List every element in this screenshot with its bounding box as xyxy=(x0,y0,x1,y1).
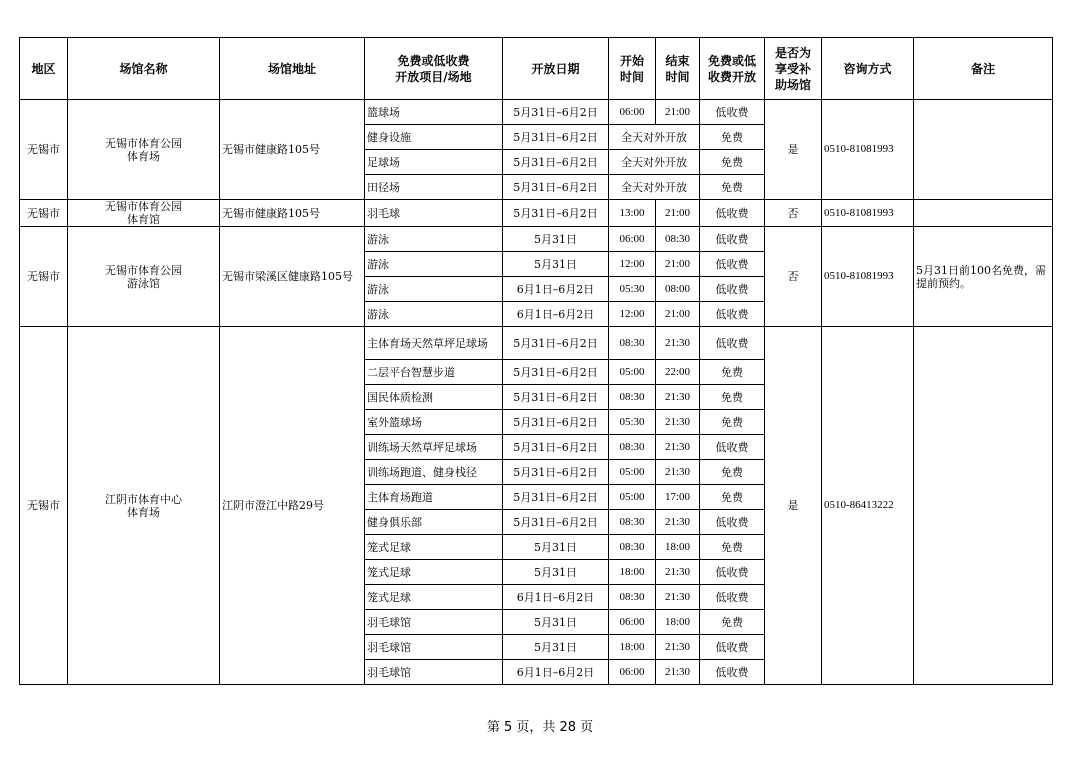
start-time-cell: 05:30 xyxy=(609,410,656,435)
item-cell: 国民体质检测 xyxy=(365,385,503,410)
item-cell: 健身俱乐部 xyxy=(365,510,503,535)
fee-cell: 免费 xyxy=(700,360,765,385)
start-time-cell: 06:00 xyxy=(609,100,656,125)
item-cell: 游泳 xyxy=(365,252,503,277)
fee-cell: 低收费 xyxy=(700,227,765,252)
start-time-cell: 18:00 xyxy=(609,560,656,585)
fee-cell: 低收费 xyxy=(700,327,765,360)
fee-cell: 免费 xyxy=(700,610,765,635)
fee-cell: 免费 xyxy=(700,175,765,200)
address-cell: 无锡市健康路105号 xyxy=(220,100,365,200)
contact-cell: 0510-86413222 xyxy=(822,327,914,685)
subsidy-cell: 否 xyxy=(765,227,822,327)
date-cell: 5月31日–6月2日 xyxy=(503,200,609,227)
table-row xyxy=(20,100,1053,125)
end-time-cell: 21:30 xyxy=(656,560,700,585)
end-time-cell: 21:00 xyxy=(656,200,700,227)
item-cell: 健身设施 xyxy=(365,125,503,150)
date-cell: 5月31日–6月2日 xyxy=(503,435,609,460)
fee-cell: 免费 xyxy=(700,460,765,485)
fee-cell: 低收费 xyxy=(700,560,765,585)
item-cell: 主体育场天然草坪足球场 xyxy=(365,327,503,360)
start-time-cell: 06:00 xyxy=(609,227,656,252)
end-time-cell: 21:30 xyxy=(656,510,700,535)
header-end: 结束 时间 xyxy=(656,38,700,100)
header-start: 开始 时间 xyxy=(609,38,656,100)
end-time-cell: 18:00 xyxy=(656,610,700,635)
item-cell: 二层平台智慧步道 xyxy=(365,360,503,385)
item-cell: 游泳 xyxy=(365,277,503,302)
contact-cell: 0510-81081993 xyxy=(822,200,914,227)
item-cell: 笼式足球 xyxy=(365,560,503,585)
header-contact: 咨询方式 xyxy=(822,38,914,100)
date-cell: 6月1日–6月2日 xyxy=(503,585,609,610)
header-address: 场馆地址 xyxy=(220,38,365,100)
header-row xyxy=(20,38,1053,100)
region-cell: 无锡市 xyxy=(20,200,68,227)
item-cell: 羽毛球馆 xyxy=(365,635,503,660)
end-time-cell: 21:30 xyxy=(656,460,700,485)
fee-cell: 免费 xyxy=(700,535,765,560)
item-cell: 室外篮球场 xyxy=(365,410,503,435)
all-day-cell: 全天对外开放 xyxy=(609,150,700,175)
start-time-cell: 05:00 xyxy=(609,360,656,385)
date-cell: 5月31日 xyxy=(503,610,609,635)
fee-cell: 免费 xyxy=(700,385,765,410)
date-cell: 5月31日–6月2日 xyxy=(503,460,609,485)
start-time-cell: 05:30 xyxy=(609,277,656,302)
end-time-cell: 18:00 xyxy=(656,535,700,560)
fee-cell: 免费 xyxy=(700,410,765,435)
fee-cell: 免费 xyxy=(700,485,765,510)
table-row xyxy=(20,227,1053,252)
header-fee: 免费或低 收费开放 xyxy=(700,38,765,100)
table-row xyxy=(20,327,1053,360)
date-cell: 5月31日 xyxy=(503,252,609,277)
end-time-cell: 22:00 xyxy=(656,360,700,385)
start-time-cell: 08:30 xyxy=(609,585,656,610)
end-time-cell: 08:30 xyxy=(656,227,700,252)
start-time-cell: 12:00 xyxy=(609,302,656,327)
date-cell: 5月31日–6月2日 xyxy=(503,175,609,200)
item-cell: 篮球场 xyxy=(365,100,503,125)
fee-cell: 低收费 xyxy=(700,660,765,685)
fee-cell: 低收费 xyxy=(700,585,765,610)
item-cell: 笼式足球 xyxy=(365,585,503,610)
end-time-cell: 08:00 xyxy=(656,277,700,302)
date-cell: 5月31日–6月2日 xyxy=(503,385,609,410)
end-time-cell: 21:30 xyxy=(656,385,700,410)
date-cell: 5月31日–6月2日 xyxy=(503,150,609,175)
item-cell: 笼式足球 xyxy=(365,535,503,560)
address-cell: 江阴市澄江中路29号 xyxy=(220,327,365,685)
item-cell: 训练场跑道、健身栈径 xyxy=(365,460,503,485)
venue-table xyxy=(19,37,1053,685)
fee-cell: 低收费 xyxy=(700,277,765,302)
item-cell: 游泳 xyxy=(365,302,503,327)
end-time-cell: 21:00 xyxy=(656,100,700,125)
item-cell: 足球场 xyxy=(365,150,503,175)
fee-cell: 低收费 xyxy=(700,302,765,327)
start-time-cell: 06:00 xyxy=(609,610,656,635)
subsidy-cell: 是 xyxy=(765,100,822,200)
start-time-cell: 13:00 xyxy=(609,200,656,227)
header-dates: 开放日期 xyxy=(503,38,609,100)
start-time-cell: 05:00 xyxy=(609,485,656,510)
venue-name-cell: 无锡市体育公园 体育馆 xyxy=(68,200,220,227)
venue-name-cell: 无锡市体育公园 游泳馆 xyxy=(68,227,220,327)
end-time-cell: 21:30 xyxy=(656,660,700,685)
venue-name-cell: 无锡市体育公园 体育场 xyxy=(68,100,220,200)
date-cell: 5月31日–6月2日 xyxy=(503,327,609,360)
end-time-cell: 21:30 xyxy=(656,327,700,360)
subsidy-cell: 否 xyxy=(765,200,822,227)
contact-cell: 0510-81081993 xyxy=(822,100,914,200)
fee-cell: 低收费 xyxy=(700,435,765,460)
all-day-cell: 全天对外开放 xyxy=(609,175,700,200)
page-footer: 第 5 页，共 28 页 xyxy=(486,720,594,735)
date-cell: 5月31日–6月2日 xyxy=(503,100,609,125)
table-body xyxy=(20,100,1053,685)
address-cell: 无锡市健康路105号 xyxy=(220,200,365,227)
date-cell: 5月31日 xyxy=(503,560,609,585)
date-cell: 5月31日–6月2日 xyxy=(503,510,609,535)
all-day-cell: 全天对外开放 xyxy=(609,125,700,150)
remark-cell: 5月31日前100名免费，需提前预约。 xyxy=(914,227,1053,327)
start-time-cell: 06:00 xyxy=(609,660,656,685)
date-cell: 5月31日 xyxy=(503,535,609,560)
item-cell: 游泳 xyxy=(365,227,503,252)
date-cell: 5月31日–6月2日 xyxy=(503,125,609,150)
remark-cell xyxy=(914,100,1053,200)
item-cell: 羽毛球馆 xyxy=(365,660,503,685)
subsidy-cell: 是 xyxy=(765,327,822,685)
start-time-cell: 08:30 xyxy=(609,385,656,410)
date-cell: 6月1日–6月2日 xyxy=(503,660,609,685)
start-time-cell: 05:00 xyxy=(609,460,656,485)
end-time-cell: 21:30 xyxy=(656,585,700,610)
region-cell: 无锡市 xyxy=(20,100,68,200)
venue-name-cell: 江阴市体育中心 体育场 xyxy=(68,327,220,685)
fee-cell: 低收费 xyxy=(700,510,765,535)
date-cell: 5月31日–6月2日 xyxy=(503,360,609,385)
remark-cell xyxy=(914,200,1053,227)
date-cell: 6月1日–6月2日 xyxy=(503,277,609,302)
header-region: 地区 xyxy=(20,38,68,100)
item-cell: 羽毛球 xyxy=(365,200,503,227)
fee-cell: 免费 xyxy=(700,125,765,150)
fee-cell: 免费 xyxy=(700,150,765,175)
address-cell: 无锡市梁溪区健康路105号 xyxy=(220,227,365,327)
start-time-cell: 08:30 xyxy=(609,327,656,360)
header-subsidy: 是否为 享受补 助场馆 xyxy=(765,38,822,100)
end-time-cell: 17:00 xyxy=(656,485,700,510)
fee-cell: 低收费 xyxy=(700,252,765,277)
header-items: 免费或低收费 开放项目/场地 xyxy=(365,38,503,100)
date-cell: 6月1日–6月2日 xyxy=(503,302,609,327)
fee-cell: 低收费 xyxy=(700,100,765,125)
fee-cell: 低收费 xyxy=(700,200,765,227)
header-venue-name: 场馆名称 xyxy=(68,38,220,100)
header-remark: 备注 xyxy=(914,38,1053,100)
end-time-cell: 21:00 xyxy=(656,302,700,327)
end-time-cell: 21:30 xyxy=(656,410,700,435)
start-time-cell: 08:30 xyxy=(609,435,656,460)
end-time-cell: 21:00 xyxy=(656,252,700,277)
date-cell: 5月31日 xyxy=(503,227,609,252)
item-cell: 训练场天然草坪足球场 xyxy=(365,435,503,460)
table-row xyxy=(20,200,1053,227)
remark-cell xyxy=(914,327,1053,685)
contact-cell: 0510-81081993 xyxy=(822,227,914,327)
start-time-cell: 12:00 xyxy=(609,252,656,277)
item-cell: 田径场 xyxy=(365,175,503,200)
end-time-cell: 21:30 xyxy=(656,635,700,660)
region-cell: 无锡市 xyxy=(20,327,68,685)
item-cell: 羽毛球馆 xyxy=(365,610,503,635)
start-time-cell: 18:00 xyxy=(609,635,656,660)
end-time-cell: 21:30 xyxy=(656,435,700,460)
start-time-cell: 08:30 xyxy=(609,510,656,535)
date-cell: 5月31日 xyxy=(503,635,609,660)
date-cell: 5月31日–6月2日 xyxy=(503,485,609,510)
region-cell: 无锡市 xyxy=(20,227,68,327)
fee-cell: 低收费 xyxy=(700,635,765,660)
start-time-cell: 08:30 xyxy=(609,535,656,560)
item-cell: 主体育场跑道 xyxy=(365,485,503,510)
date-cell: 5月31日–6月2日 xyxy=(503,410,609,435)
